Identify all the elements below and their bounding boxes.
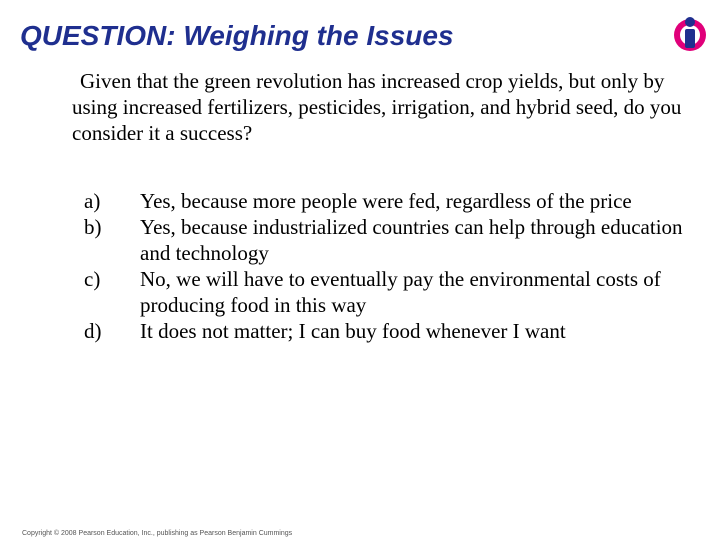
answer-options <box>84 188 704 344</box>
option-a <box>84 188 704 214</box>
slide-title: QUESTION: Weighing the Issues <box>20 20 454 51</box>
option-text: It does not matter; I can buy food whenever I want <box>140 319 566 343</box>
question-text: Given that the green revolution has increased crop yields, but only by using increased fertilizers, pesticides, irrigation, and hybrid seed, do you consider it a success? <box>72 69 682 145</box>
option-letter: c) <box>84 267 101 291</box>
option-b <box>84 214 704 266</box>
copyright-footer: Copyright © 2008 Pearson Education, Inc., publishing as Pearson Benjamin Cummings <box>22 530 293 537</box>
option-letter: b) <box>84 215 102 239</box>
option-letter: a) <box>84 189 101 213</box>
info-i-icon <box>670 14 710 54</box>
option-c <box>84 266 704 318</box>
option-d <box>84 318 704 344</box>
option-text: Yes, because more people were fed, regardless of the price <box>140 189 632 213</box>
option-text: Yes, because industrialized countries can help through education and technology <box>140 215 683 265</box>
option-letter: d) <box>84 319 102 343</box>
option-text: No, we will have to eventually pay the environmental costs of producing food in this way <box>140 267 661 317</box>
